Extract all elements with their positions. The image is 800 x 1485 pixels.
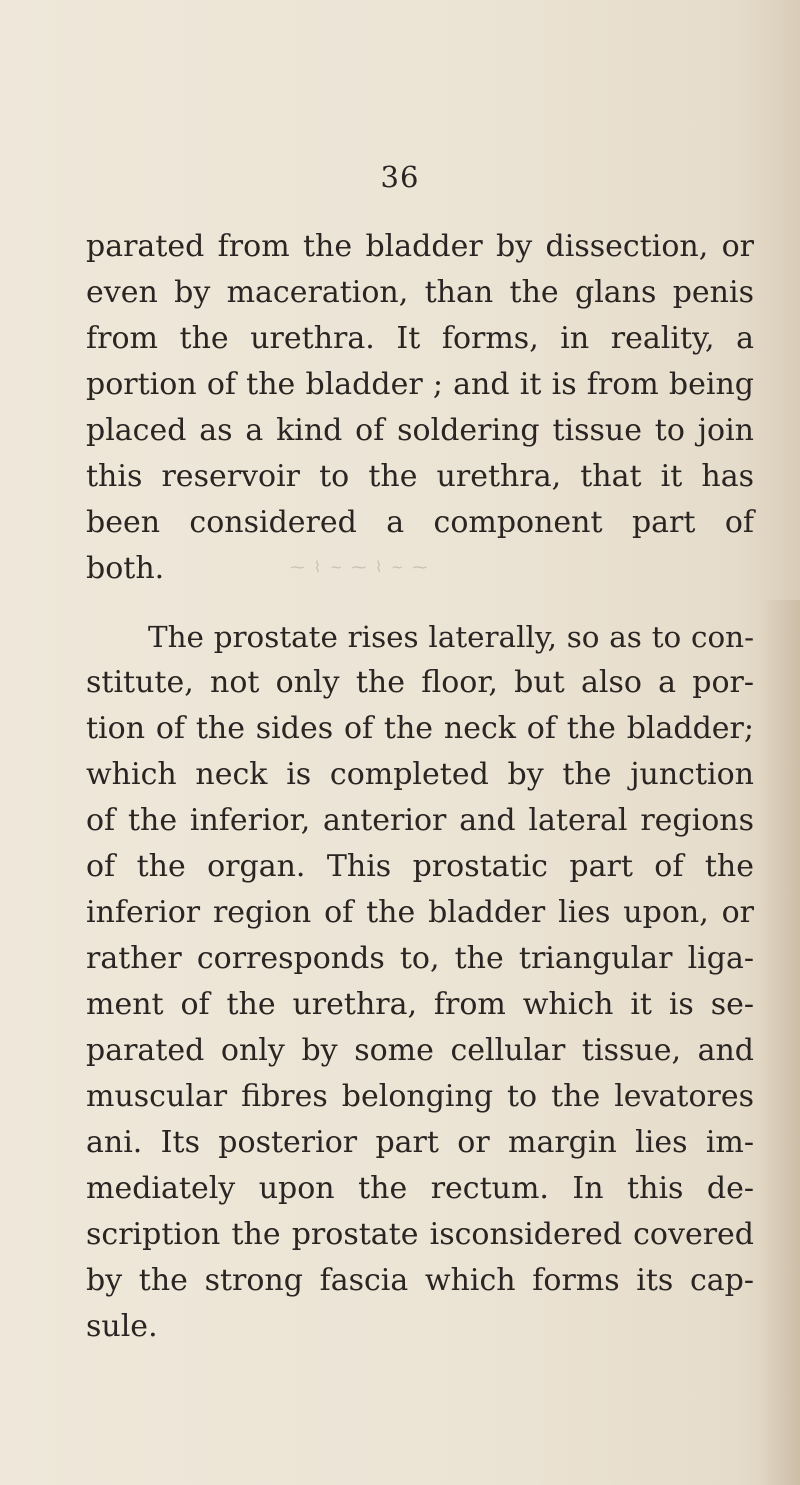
text-line: even by maceration, than the glans penis [86, 275, 754, 310]
text-line: ani. Its posterior part or margin lies im- [86, 1125, 754, 1160]
text-line: parated only by some cellular tissue, and [86, 1033, 754, 1068]
text-line: of the organ. This prostatic part of the [86, 849, 754, 884]
text-line: muscular fibres belonging to the levatores [86, 1079, 754, 1114]
text-line: tion of the sides of the neck of the bladder; [86, 711, 754, 746]
text-line: by the strong fascia which forms its cap- [86, 1263, 754, 1298]
text-line: placed as a kind of soldering tissue to join [86, 413, 754, 448]
text-line: parated from the bladder by dissection, or [86, 229, 754, 264]
page-edge-shadow [760, 600, 800, 1485]
text-line: inferior region of the bladder lies upon, or [86, 895, 754, 930]
text-line: mediately upon the rectum. In this de- [86, 1171, 754, 1206]
text-line: from the urethra. It forms, in reality, a [86, 321, 754, 356]
text-line: portion of the bladder ; and it is from being [86, 367, 754, 402]
text-line: ment of the urethra, from which it is se- [86, 987, 754, 1022]
text-line: stitute, not only the floor, but also a por- [86, 665, 754, 700]
text-line: this reservoir to the urethra, that it has [86, 459, 754, 494]
ink-bleed-through: ⁓ ⌇ ~ ⁓ ⌇ ~ ⁓ [290, 558, 430, 576]
text-line: of the inferior, anterior and lateral regions [86, 803, 754, 838]
text-line: both. [86, 551, 165, 586]
text-line: sule. [86, 1309, 158, 1344]
text-line: The prostate rises laterally, so as to con- [148, 620, 754, 654]
text-line: which neck is completed by the junction [86, 757, 754, 792]
page-number: 36 [380, 160, 420, 194]
text-line: been considered a component part of [86, 505, 754, 540]
text-line: rather corresponds to, the triangular liga- [86, 941, 754, 976]
text-line: scription the prostate isconsidered covered [86, 1217, 754, 1252]
